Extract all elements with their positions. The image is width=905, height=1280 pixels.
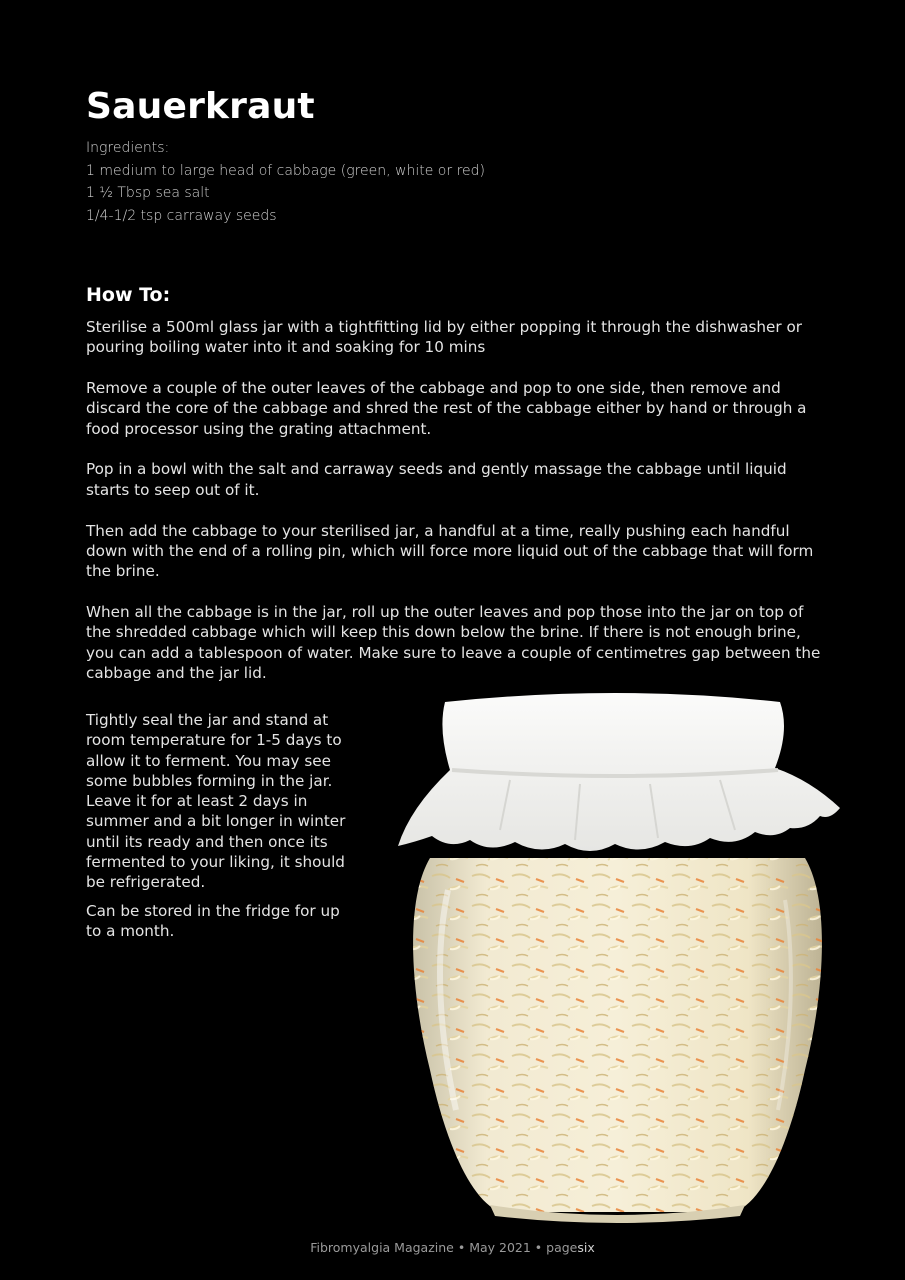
ingredients-list <box>86 137 786 227</box>
method-step: Sterilise a 500ml glass jar with a tightfitting lid by either popping it through the dishwasher or pouring boiling water into it and soaking for 10 mins <box>86 318 802 357</box>
method-steps <box>86 317 821 704</box>
method-step: When all the cabbage is in the jar, roll up the outer leaves and pop those into the jar on top of the shredded cabbage which will keep this down below the brine. If there is not enough brine, you can add a tablespoon of water. Make sure to leave a couple of centimetres gap between the cabbage and the jar lid. <box>86 602 821 682</box>
ingredient-item: 1 ½ Tbsp sea salt <box>86 185 210 201</box>
page-footer <box>0 1240 905 1255</box>
sauerkraut-jar-image <box>390 690 845 1225</box>
method-step: Pop in a bowl with the salt and carraway seeds and gently massage the cabbage until liquid starts to seep out of it. <box>86 460 787 499</box>
recipe-title: Sauerkraut <box>86 86 315 127</box>
footer-text: Fibromyalgia Magazine • May 2021 • page <box>310 1240 578 1255</box>
method-step: Then add the cabbage to your sterilised jar, a handful at a time, really pushing each handful down with the end of a rolling pin, which will force more liquid out of the cabbage that will form the brine. <box>86 521 814 581</box>
ingredient-item: 1 medium to large head of cabbage (green, white or red) <box>86 162 485 179</box>
ingredient-item: 1/4-1/2 tsp carraway seeds <box>86 207 277 224</box>
page-number: six <box>577 1240 595 1255</box>
ingredients-heading: Ingredients: <box>86 140 170 156</box>
side-steps <box>86 710 348 949</box>
howto-heading: How To: <box>86 284 171 306</box>
method-step: Tightly seal the jar and stand at room temperature for 1-5 days to allow it to ferment. You may see some bubbles forming in the jar. Leave it for at least 2 days in summer and a bit longer in winter until its ready and then once its fermented to your liking, it should be refrigerated. <box>86 711 346 892</box>
method-step: Can be stored in the fridge for up to a month. <box>86 901 340 940</box>
method-step: Remove a couple of the outer leaves of the cabbage and pop to one side, then remove and discard the core of the cabbage and shred the rest of the cabbage either by hand or through a food processor using the grating attachment. <box>86 379 807 438</box>
